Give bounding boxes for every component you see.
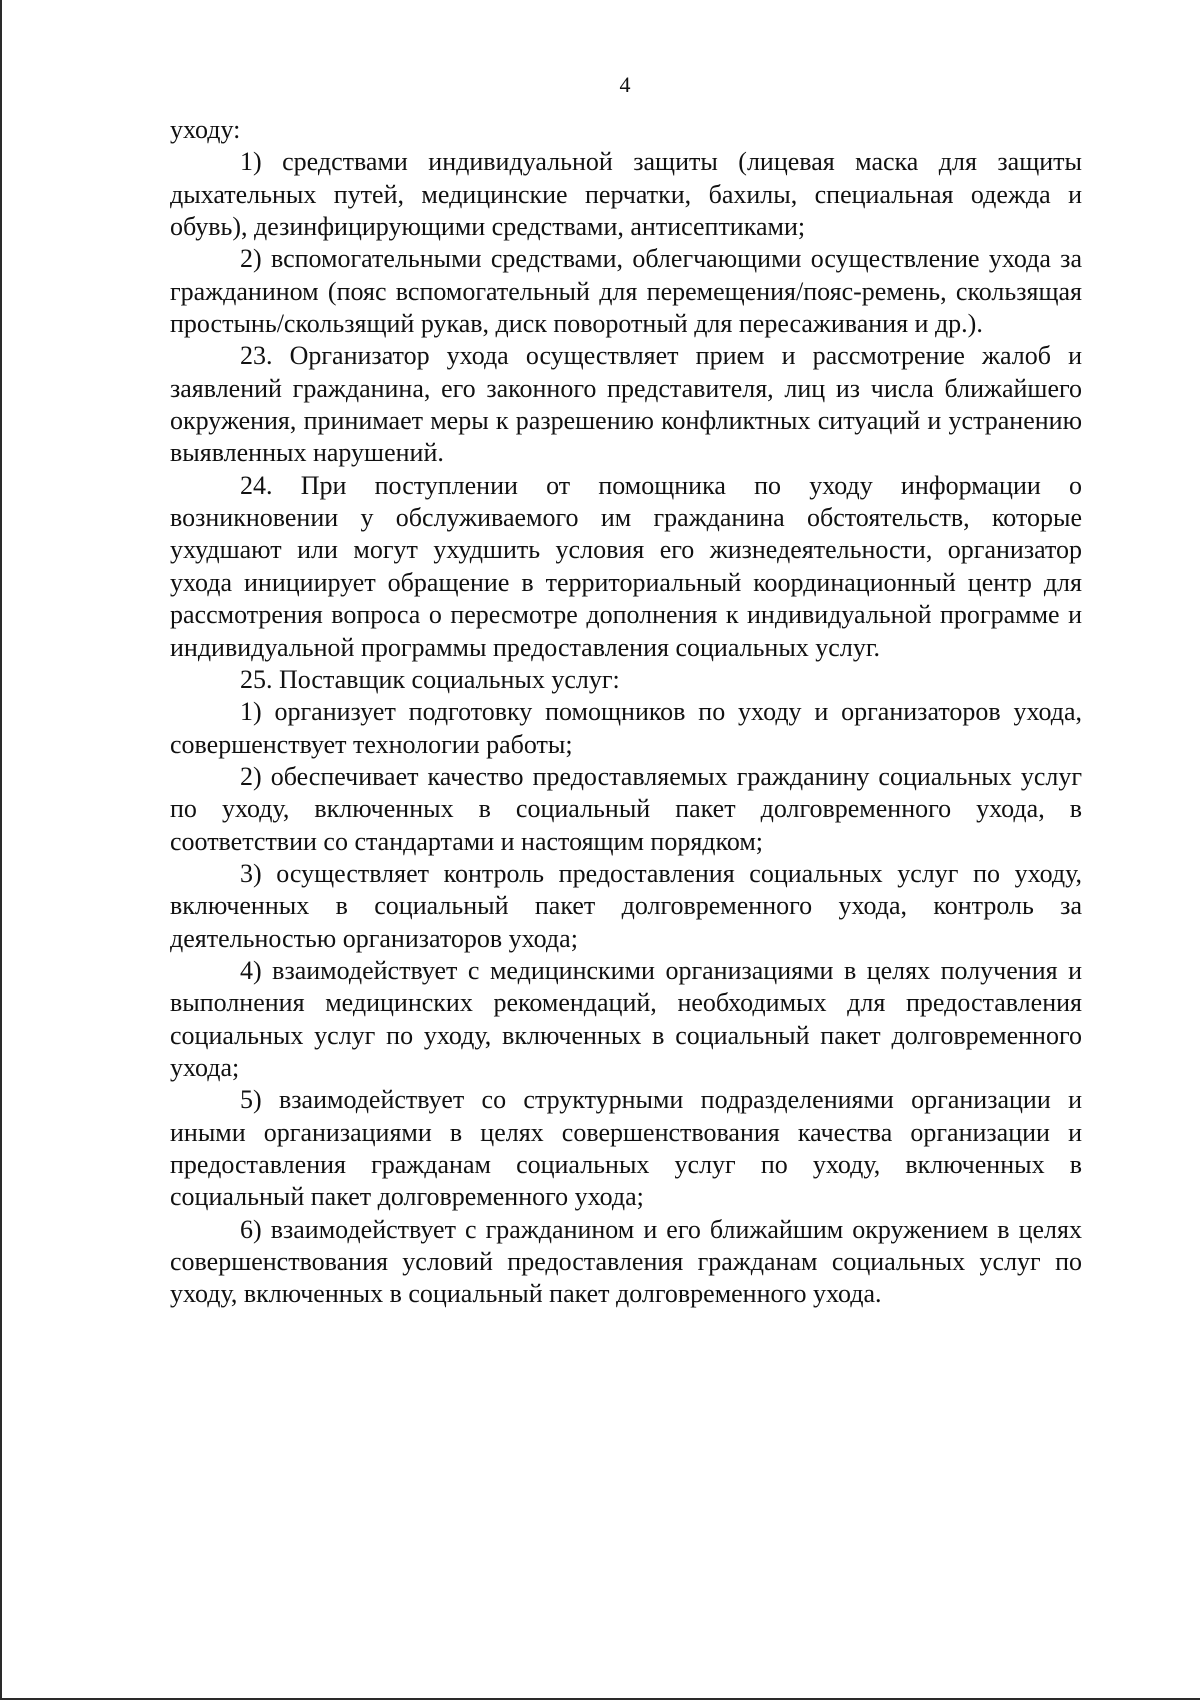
paragraph-care-heading-continuation: уходу:: [170, 115, 241, 144]
paragraph-25: 25. Поставщик социальных услуг:: [240, 664, 620, 694]
paragraph-23: 23. Организатор ухода осуществляет прием и рассмотрение жалоб и заявлений гражданина, его законного представителя, лиц из числа ближайшего окружения, принимает меры к разрешению конфликтных ситуаций и устранению выявленных нарушений.: [170, 341, 1082, 468]
page-number: 4: [619, 72, 631, 97]
paragraph-25-item-5: 5) взаимодействует со структурными подразделениями организации и иными организациями в целях совершенствования качества организации и предоставления гражданам социальных услуг по уходу, включенных в социальный пакет долговременного ухода;: [170, 1085, 1082, 1212]
paragraph-25-item-4: 4) взаимодействует с медицинскими организациями в целях получения и выполнения медицинских рекомендаций, необходимых для предоставления социальных услуг по уходу, включенных в социальный пакет долговременного ухода;: [170, 955, 1082, 1082]
paragraph-25-item-2: 2) обеспечивает качество предоставляемых гражданину социальных услуг по уходу, включенных в социальный пакет долговременного ухода, в соответствии со стандартами и настоящим порядком;: [170, 761, 1082, 856]
paragraph-25-item-1: 1) организует подготовку помощников по уходу и организаторов ухода, совершенствует технологии работы;: [170, 697, 1082, 759]
paragraph-24: 24. При поступлении от помощника по уходу информации о возникновении у обслуживаемого им гражданина обстоятельств, которые ухудшают или могут ухудшить условия его жизнедеятельности, организатор ухода инициирует обращение в территориальный координационный центр для рассмотрения вопроса о пересмотре дополнения к индивидуальной программе и индивидуальной программы предоставления социальных услуг.: [170, 470, 1082, 662]
paragraph-25-item-3: 3) осуществляет контроль предоставления социальных услуг по уходу, включенных в социальный пакет долговременного ухода, контроль за деятельностью организаторов ухода;: [170, 858, 1082, 953]
document-body: [170, 114, 1082, 1311]
paragraph-auxiliary-means: 2) вспомогательными средствами, облегчающими осуществление ухода за гражданином (пояс вспомогательный для перемещения/пояс-ремень, скользящая простынь/скользящий рукав, диск поворотный для пересаживания и др.).: [170, 244, 1082, 339]
scan-left-edge: [0, 0, 2, 1700]
paragraph-protective-equipment: 1) средствами индивидуальной защиты (лицевая маска для защиты дыхательных путей, медицинские перчатки, бахилы, специальная одежда и обувь), дезинфицирующими средствами, антисептиками;: [170, 147, 1082, 242]
paragraph-25-item-6: 6) взаимодействует с гражданином и его ближайшим окружением в целях совершенствования условий предоставления гражданам социальных услуг по уходу, включенных в социальный пакет долговременного ухода.: [170, 1214, 1082, 1309]
